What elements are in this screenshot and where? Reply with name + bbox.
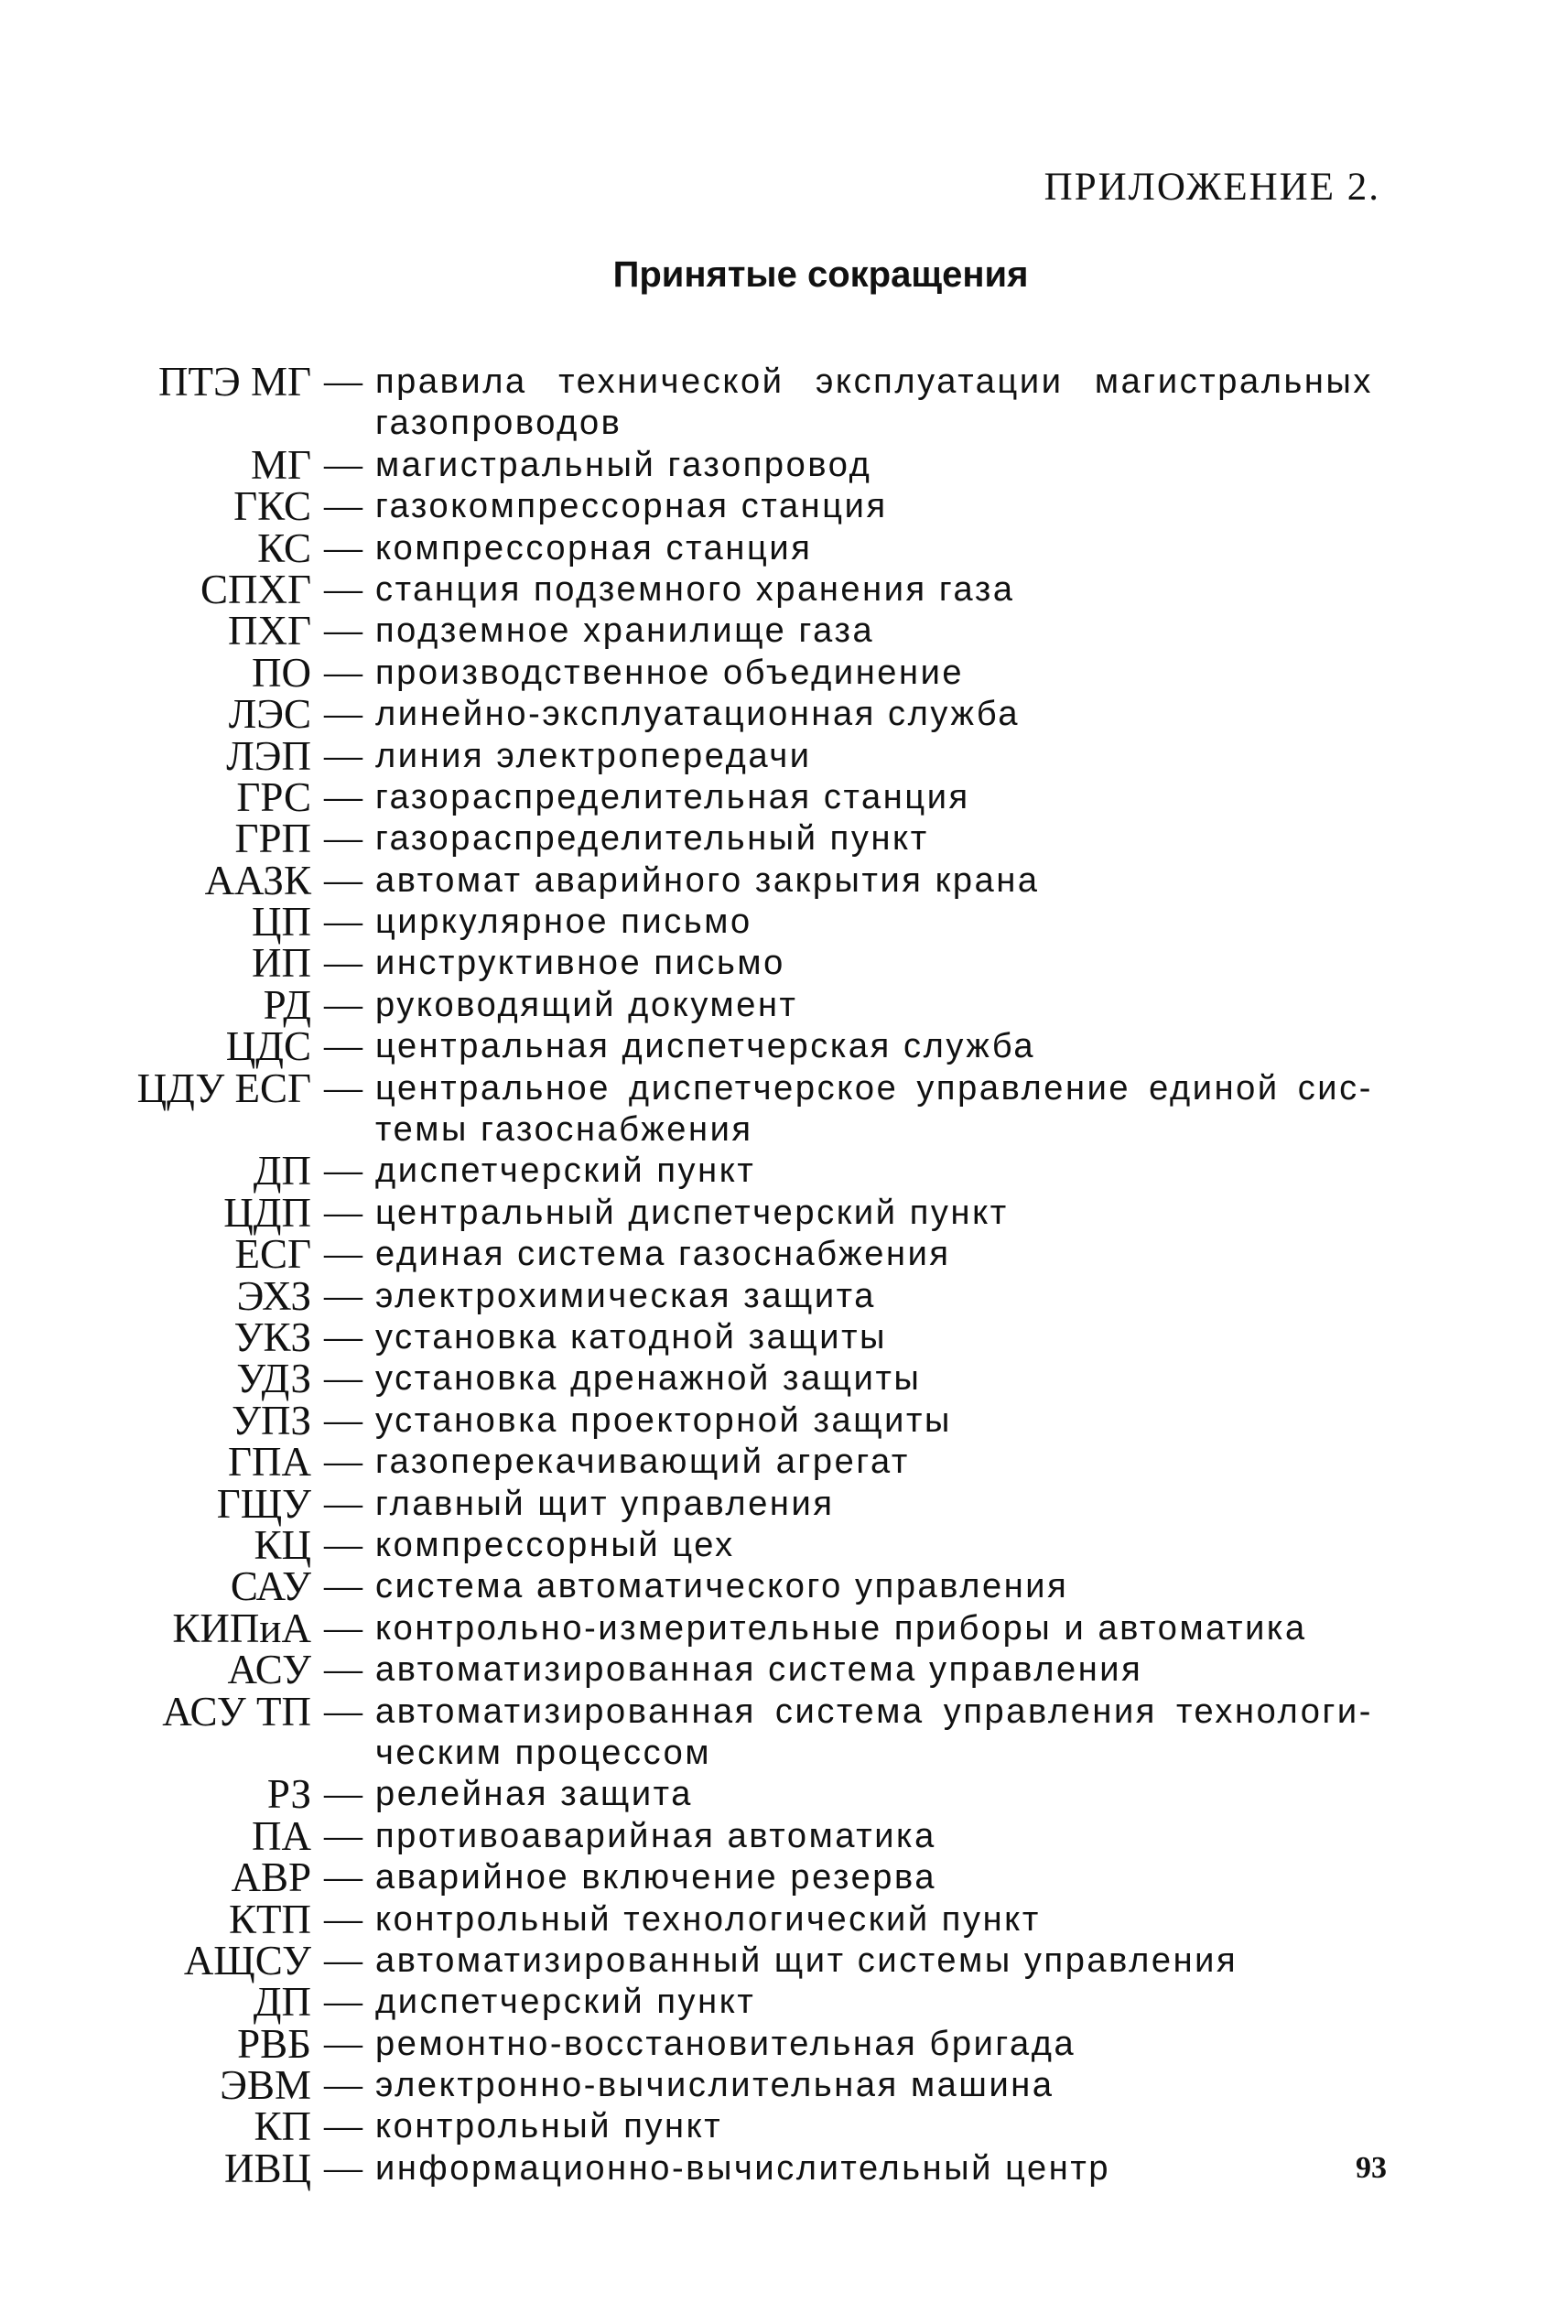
abbreviation-definition (375, 1774, 1373, 1815)
abbreviation-term: АВР (231, 1854, 311, 1901)
em-dash-separator: — (324, 1814, 362, 1857)
abbreviation-definition (375, 2065, 1373, 2106)
em-dash-separator: — (324, 526, 362, 569)
abbreviation-definition (375, 1649, 1373, 1691)
definition-line: главный щит управления (375, 1484, 835, 1523)
abbreviation-definition (375, 1276, 1373, 1317)
abbreviation-definition (375, 486, 1373, 527)
definition-line: установка дренажной защиты (375, 1359, 922, 1399)
definition-line: циркулярное письмо (375, 903, 752, 942)
abbreviation-term: ЦДС (225, 1023, 311, 1070)
definition-line: диспетчерский пункт (375, 1983, 756, 2022)
abbreviation-term: ДП (253, 1979, 311, 2026)
em-dash-separator: — (324, 1316, 362, 1359)
abbreviation-definition (375, 1982, 1373, 2023)
abbreviation-entry (0, 1148, 1568, 1194)
abbreviation-definition (375, 860, 1373, 902)
em-dash-separator: — (324, 485, 362, 528)
em-dash-separator: — (324, 817, 362, 860)
abbreviation-entry (0, 524, 1568, 571)
abbreviation-definition (375, 1816, 1373, 1857)
abbreviation-term: ПА (252, 1812, 311, 1859)
abbreviation-definition (375, 985, 1373, 1026)
definition-line: ремонтно-восстановительная бригада (375, 2024, 1076, 2063)
definition-line: электрохимическая защита (375, 1276, 876, 1315)
em-dash-separator: — (324, 1357, 362, 1400)
abbreviation-term: ЦП (252, 899, 311, 946)
abbreviation-entry (0, 732, 1568, 779)
em-dash-separator: — (324, 1565, 362, 1608)
em-dash-separator: — (324, 775, 362, 818)
abbreviation-definition (375, 1068, 1373, 1151)
abbreviation-definition (375, 611, 1373, 652)
abbreviation-definition (375, 777, 1373, 818)
definition-line: газораспределительная станция (375, 777, 970, 816)
abbreviation-term: АСУ (227, 1647, 311, 1693)
definition-line: центральный диспетчерский пункт (375, 1193, 1009, 1232)
abbreviation-term: ЕСГ (234, 1231, 311, 1278)
definition-line: установка проекторной защиты (375, 1400, 952, 1440)
abbreviation-term: РВБ (237, 2020, 311, 2067)
abbreviation-entry (0, 1397, 1568, 1443)
abbreviation-definition (375, 569, 1373, 611)
abbreviation-term: УПЗ (232, 1397, 311, 1443)
em-dash-separator: — (324, 651, 362, 694)
abbreviation-definition (375, 362, 1373, 445)
abbreviation-definition (375, 653, 1373, 694)
definition-line: установка катодной защиты (375, 1318, 888, 1357)
definition-line: противоаварийная автоматика (375, 1816, 936, 1855)
abbreviation-term: КЦ (254, 1521, 311, 1568)
abbreviation-term: РЗ (266, 1771, 311, 1818)
abbreviation-entry (0, 1272, 1568, 1319)
em-dash-separator: — (324, 1856, 362, 1899)
abbreviation-term: УДЗ (236, 1356, 311, 1402)
em-dash-separator: — (324, 983, 362, 1026)
em-dash-separator: — (324, 2064, 362, 2107)
definition-line: информационно-вычислительный центр (375, 2148, 1111, 2188)
definition-line: инструктивное письмо (375, 944, 785, 983)
abbreviation-entry (0, 1065, 1568, 1151)
abbreviation-definition (375, 528, 1373, 569)
abbreviation-term: ГРС (236, 773, 311, 820)
abbreviation-term: КП (254, 2103, 311, 2150)
abbreviation-definition (375, 1608, 1373, 1649)
definition-line: производственное объединение (375, 653, 965, 692)
definition-line: газоперекачивающий агрегат (375, 1443, 910, 1482)
appendix-label: ПРИЛОЖЕНИЕ 2. (1044, 166, 1380, 209)
abbreviation-term: ААЗК (204, 857, 311, 903)
abbreviation-entry (0, 857, 1568, 903)
abbreviation-definition (375, 1857, 1373, 1898)
abbreviation-definition (375, 1151, 1373, 1192)
definition-line: станция подземного хранения газа (375, 569, 1015, 609)
em-dash-separator: — (324, 901, 362, 944)
em-dash-separator: — (324, 1066, 362, 1109)
em-dash-separator: — (324, 1606, 362, 1649)
em-dash-separator: — (324, 859, 362, 902)
definition-line: темы газоснабжения (375, 1110, 753, 1150)
abbreviation-entry (0, 1314, 1568, 1361)
em-dash-separator: — (324, 2146, 362, 2189)
abbreviation-entry (0, 1231, 1568, 1278)
definition-line: газокомпрессорная станция (375, 487, 888, 526)
em-dash-separator: — (324, 2022, 362, 2065)
abbreviation-definition (375, 736, 1373, 777)
abbreviation-term: ГПА (227, 1439, 311, 1486)
abbreviation-definition (375, 1899, 1373, 1940)
definition-line: линейно-эксплуатационная служба (375, 695, 1021, 734)
em-dash-separator: — (324, 1939, 362, 1982)
definition-line: автоматизированная система управления (375, 1650, 1143, 1690)
definition-line: руководящий документ (375, 985, 798, 1024)
definition-line: центральное диспетчерское управление единой сис- (375, 1068, 1373, 1108)
abbreviation-term: ДП (253, 1148, 311, 1194)
abbreviation-definition (375, 943, 1373, 984)
abbreviation-definition (375, 1566, 1373, 1607)
abbreviation-term: ПТЭ МГ (158, 359, 311, 405)
abbreviation-term: АЩСУ (183, 1937, 311, 1984)
abbreviation-definition (375, 1692, 1373, 1775)
abbreviation-entry (0, 1189, 1568, 1236)
abbreviation-entry (0, 1649, 1568, 1691)
abbreviation-entry (0, 1023, 1568, 1070)
page-title: Принятые сокращения (612, 254, 1029, 295)
abbreviation-entry (0, 816, 1568, 862)
abbreviation-list (0, 359, 1568, 2191)
em-dash-separator: — (324, 1482, 362, 1525)
em-dash-separator: — (324, 734, 362, 777)
abbreviation-term: ПХГ (227, 608, 311, 654)
abbreviation-definition (375, 1525, 1373, 1566)
definition-line: автомат аварийного закрытия крана (375, 860, 1040, 900)
abbreviation-entry (0, 1480, 1568, 1527)
abbreviation-entry (0, 1854, 1568, 1901)
abbreviation-entry (0, 608, 1568, 654)
abbreviation-term: ЦДП (223, 1189, 311, 1236)
abbreviation-entry (0, 1439, 1568, 1486)
abbreviation-entry (0, 359, 1568, 445)
em-dash-separator: — (324, 1399, 362, 1442)
abbreviation-entry (0, 566, 1568, 612)
abbreviation-definition (375, 1358, 1373, 1400)
abbreviation-entry (0, 649, 1568, 696)
abbreviation-term: ЭХЗ (236, 1272, 311, 1319)
em-dash-separator: — (324, 361, 362, 403)
abbreviation-definition (375, 1317, 1373, 1358)
definition-line: релейная защита (375, 1775, 693, 1814)
abbreviation-entry (0, 981, 1568, 1028)
abbreviation-entry (0, 1771, 1568, 1818)
em-dash-separator: — (324, 1150, 362, 1193)
em-dash-separator: — (324, 1690, 362, 1733)
page-number: 93 (1356, 2151, 1387, 2185)
definition-line: подземное хранилище газа (375, 611, 875, 651)
em-dash-separator: — (324, 1773, 362, 1816)
em-dash-separator: — (324, 1523, 362, 1566)
em-dash-separator: — (324, 942, 362, 985)
abbreviation-definition (375, 1442, 1373, 1483)
abbreviation-entry (0, 773, 1568, 820)
definition-line: единая система газоснабжения (375, 1235, 951, 1274)
abbreviation-definition (375, 2106, 1373, 2147)
definition-line: контрольный технологический пункт (375, 1899, 1041, 1939)
abbreviation-entry (0, 1812, 1568, 1859)
abbreviation-entry (0, 2103, 1568, 2150)
definition-line: газораспределительный пункт (375, 819, 929, 859)
abbreviation-term: САУ (230, 1563, 311, 1610)
abbreviation-definition (375, 1400, 1373, 1442)
abbreviation-entry (0, 1563, 1568, 1610)
definition-line: компрессорный цех (375, 1525, 735, 1564)
abbreviation-entry (0, 1358, 1568, 1400)
em-dash-separator: — (324, 1441, 362, 1484)
definition-line: центральная диспетчерская служба (375, 1027, 1036, 1066)
em-dash-separator: — (324, 2105, 362, 2148)
abbreviation-definition (375, 445, 1373, 486)
abbreviation-term: СПХГ (200, 566, 311, 612)
em-dash-separator: — (324, 567, 362, 611)
definition-line: ческим процессом (375, 1733, 712, 1772)
abbreviation-term: МГ (250, 441, 311, 488)
abbreviation-entry (0, 1521, 1568, 1568)
abbreviation-entry (0, 1979, 1568, 2026)
abbreviation-term: КТП (229, 1896, 311, 1942)
em-dash-separator: — (324, 1981, 362, 2024)
abbreviation-definition (375, 902, 1373, 943)
abbreviation-term: ПО (252, 649, 311, 696)
abbreviation-entry (0, 1688, 1568, 1775)
definition-line: контрольно-измерительные приборы и автоматика (375, 1608, 1307, 1648)
abbreviation-entry (0, 940, 1568, 987)
abbreviation-term: ИП (252, 940, 311, 987)
definition-line: магистральный газопровод (375, 445, 872, 484)
definition-line: аварийное включение резерва (375, 1858, 937, 1897)
em-dash-separator: — (324, 610, 362, 653)
definition-line: диспетчерский пункт (375, 1151, 756, 1191)
abbreviation-entry (0, 441, 1568, 488)
em-dash-separator: — (324, 1648, 362, 1692)
definition-line: контрольный пункт (375, 2107, 723, 2146)
definition-line: газопроводов (375, 404, 622, 443)
abbreviation-term: АСУ ТП (162, 1688, 311, 1735)
abbreviation-definition (375, 1193, 1373, 1234)
abbreviation-definition (375, 818, 1373, 859)
abbreviation-term: КИПиА (172, 1605, 311, 1651)
em-dash-separator: — (324, 1897, 362, 1940)
abbreviation-term: КС (257, 524, 311, 571)
abbreviation-definition (375, 694, 1373, 735)
abbreviation-definition (375, 1484, 1373, 1525)
em-dash-separator: — (324, 693, 362, 736)
abbreviation-term: ЭВМ (220, 2062, 311, 2109)
definition-line: компрессорная станция (375, 528, 813, 567)
abbreviation-entry (0, 899, 1568, 946)
definition-line: автоматизированная система управления технологи- (375, 1692, 1373, 1731)
em-dash-separator: — (324, 443, 362, 486)
abbreviation-term: ИВЦ (223, 2145, 311, 2191)
abbreviation-term: ЦДУ ЕСГ (136, 1065, 311, 1111)
abbreviation-term: РД (263, 981, 311, 1028)
abbreviation-entry (0, 1937, 1568, 1984)
definition-line: система автоматического управления (375, 1567, 1069, 1606)
abbreviation-entry (0, 1896, 1568, 1942)
definition-line: правила технической эксплуатации магистральных (375, 362, 1373, 401)
abbreviation-term: ГРП (234, 816, 311, 862)
definition-line: линия электропередачи (375, 736, 812, 775)
abbreviation-term: УКЗ (233, 1314, 311, 1361)
abbreviation-term: ЛЭС (228, 691, 311, 738)
abbreviation-definition (375, 2024, 1373, 2065)
abbreviation-term: ГКС (233, 483, 311, 530)
definition-line: электронно-вычислительная машина (375, 2066, 1054, 2105)
abbreviation-entry (0, 691, 1568, 738)
abbreviation-definition (375, 1026, 1373, 1067)
em-dash-separator: — (324, 1233, 362, 1276)
abbreviation-definition (375, 2148, 1373, 2189)
abbreviation-entry (0, 483, 1568, 530)
abbreviation-definition (375, 1940, 1373, 1982)
abbreviation-entry (0, 1605, 1568, 1651)
abbreviation-entry (0, 2020, 1568, 2067)
abbreviation-entry (0, 2145, 1568, 2191)
em-dash-separator: — (324, 1191, 362, 1234)
em-dash-separator: — (324, 1025, 362, 1068)
em-dash-separator: — (324, 1274, 362, 1317)
abbreviation-term: ГЩУ (216, 1480, 311, 1527)
abbreviation-term: ЛЭП (226, 732, 311, 779)
abbreviation-entry (0, 2062, 1568, 2109)
abbreviation-definition (375, 1234, 1373, 1275)
definition-line: автоматизированный щит системы управления (375, 1940, 1238, 1980)
